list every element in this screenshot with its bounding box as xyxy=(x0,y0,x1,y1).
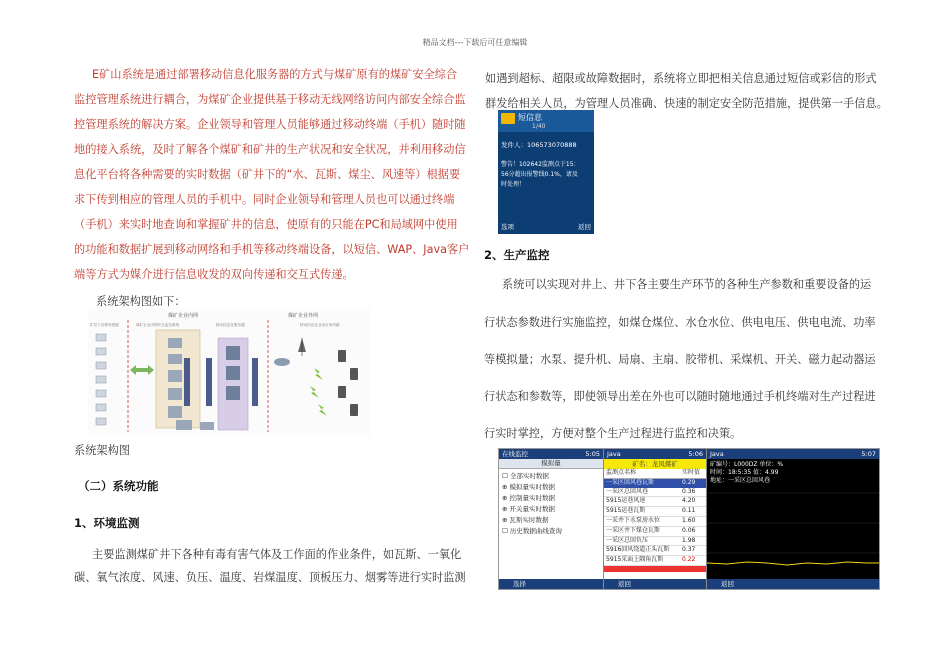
sms-phone-screenshot xyxy=(498,110,594,234)
production-paragraph xyxy=(484,276,904,440)
panel-menu-tab[interactable]: 模拟量 xyxy=(499,459,603,469)
intro-line: 端等方式为媒介进行信息收发的双向传递和交互式传递。 xyxy=(74,268,354,281)
panel-table-title: Java xyxy=(607,450,621,458)
sms-message xyxy=(501,160,580,190)
diagram-col-label: 移动信息化业务应用终端 xyxy=(300,323,340,327)
panel-chart-softkey[interactable]: 返回 xyxy=(721,580,734,588)
sms-right-softkey[interactable]: 返回 xyxy=(578,223,591,231)
chart-info-line: 时间：18:5:35 值：4.99 xyxy=(710,469,779,476)
sms-left-softkey[interactable]: 选项 xyxy=(501,223,514,231)
arch-intro: 系统架构图如下： xyxy=(96,295,186,308)
alert-paragraph xyxy=(485,70,905,110)
intro-line: E矿山系统是通过部署移动信息化服务器的方式与煤矿原有的煤矿安全综合 xyxy=(92,68,458,81)
architecture-diagram xyxy=(88,308,370,436)
data-table xyxy=(604,469,706,572)
panel-table-softkey[interactable]: 返回 xyxy=(618,580,631,588)
table-row[interactable]: 一采区总回风巷 0.36 xyxy=(604,488,706,498)
sms-header-bar xyxy=(498,110,594,132)
intro-line: 求下传到相应的管理人员的手机中。同时企业领导和管理人员也可以通过终端 xyxy=(74,193,455,206)
intro-line: 监控管理系统进行耦合，为煤矿企业提供基于移动无线网络访问内部安全综合监 xyxy=(74,93,466,106)
table-row[interactable]: 一采区井下煤仓瓦斯 0.06 xyxy=(604,527,706,537)
panel-menu-title: 在线监控 xyxy=(502,450,528,458)
alert-line: 群发给相关人员，为管理人员准确、快速的制定安全防范措施，提供第一手信息。 xyxy=(485,97,888,110)
table-row[interactable]: 一采区总回负压 1.98 xyxy=(604,537,706,547)
panel-chart-title: Java xyxy=(710,450,724,458)
sms-counter: 1/40 xyxy=(532,123,546,130)
intro-line: 的功能和数据扩展到移动网络和手机等移动终端设备，以短信、WAP、Java客户 xyxy=(74,243,470,256)
production-line: 系统可以实现对井上、井下各主要生产环节的各种生产参数和重要设备的运 xyxy=(502,278,872,291)
table-row[interactable]: 一采区回风巷瓦斯 0.29 xyxy=(604,479,706,488)
panel-table-softbar xyxy=(604,579,706,589)
table-row[interactable]: 5915运巷风速 4.20 xyxy=(604,497,706,507)
page-header: 精品文档---下载后可任意编辑 xyxy=(422,38,528,47)
sms-title: 短信息 xyxy=(518,113,542,122)
menu-item[interactable]: ☐ 历史数据曲线查询 xyxy=(502,527,562,535)
panel-table xyxy=(604,449,707,589)
subsection-title-environment: 1、环境监测 xyxy=(74,516,140,530)
subsection-title-production: 2、生产监控 xyxy=(484,248,550,262)
diagram-col-label: 矿井下各种传感器 xyxy=(90,323,119,327)
table-row[interactable]: 5915采面上隅角瓦斯 0.22 xyxy=(604,556,706,566)
trend-line-chart xyxy=(707,483,879,579)
section-title: （二）系统功能 xyxy=(78,479,159,493)
monitoring-app-screenshot xyxy=(498,448,880,590)
intro-line: 控管理系统的解决方案。企业领导和管理人员能够通过移动终端（手机）随时随 xyxy=(74,118,466,131)
production-line: 等模拟量；水泵、提升机、局扇、主扇、胶带机、采煤机、开关、磁力起动器运 xyxy=(484,353,876,366)
intro-line: 地的接入系统，及时了解各个煤矿和矿井的生产状况和安全状况，并利用移动信 xyxy=(74,143,466,156)
panel-menu-titlebar xyxy=(499,449,603,459)
intro-line: （手机）来实时地查询和掌握矿井的信息，使原有的只能在PC和局域网中使用 xyxy=(74,218,458,231)
diagram-col-label: 移动信息化服务器 xyxy=(216,323,245,327)
production-line: 行状态参数进行实施监控，如煤仓煤位、水仓水位、供电电压、供电电流、功率 xyxy=(484,316,876,329)
table-row[interactable]: 5915运巷瓦斯 0.11 xyxy=(604,507,706,517)
arch-caption: 系统架构图 xyxy=(74,444,130,457)
environment-paragraph xyxy=(74,546,474,586)
panel-menu-list xyxy=(499,469,603,537)
sms-message-line: 56分超出报警线0.1%，请及 xyxy=(501,171,578,178)
intro-line: 息化平台将各种需要的实时数据（矿井下的“水、瓦斯、煤尘、风速等）根据要 xyxy=(74,168,461,181)
alert-line: 如遇到超标、超限或故障数据时，系统将立即把相关信息通过短信或彩信的形式 xyxy=(485,72,877,85)
production-line: 行实时掌控，方便对整个生产过程进行监控和决策。 xyxy=(484,427,742,440)
environment-line: 主要监测煤矿井下各种有毒有害气体及工作面的作业条件，如瓦斯、一氧化 xyxy=(92,548,462,561)
sms-message-line: 时处理！ xyxy=(501,181,526,188)
production-line: 行状态和参数等，即使领导出差在外也可以随时随地通过手机终端对生产过程进 xyxy=(484,390,876,403)
panel-chart-titlebar xyxy=(707,449,879,459)
panel-menu-time: 5:05 xyxy=(585,450,600,458)
panel-menu xyxy=(499,449,604,589)
panel-menu-softkey[interactable]: 选择 xyxy=(513,580,526,588)
diagram-col-label: 煤矿企业内网安全监控系统 xyxy=(136,323,180,327)
table-row[interactable]: 一采井下水泵房水位 1.60 xyxy=(604,517,706,527)
table-header-name: 监测点名称 xyxy=(606,469,637,476)
menu-item[interactable]: ☐ 全部实时数据 xyxy=(502,472,549,480)
menu-item[interactable]: ⊕ 开关量实时数据 xyxy=(502,505,556,513)
menu-item[interactable]: ⊕ 瓦斯实时数据 xyxy=(502,516,549,524)
table-row-alarm[interactable] xyxy=(604,566,706,572)
architecture-diagram-svg xyxy=(88,308,370,436)
chart-info-line: 矿编号：L000DZ 单位：% xyxy=(710,461,784,468)
environment-line: 碳、氧气浓度、风速、负压、温度、岩煤温度、顶板压力、烟雾等进行实时监测 xyxy=(74,571,466,584)
menu-item[interactable]: ⊕ 模拟量实时数据 xyxy=(502,483,556,491)
table-row[interactable]: 5916回风绕道正头瓦斯 0.37 xyxy=(604,546,706,556)
table-header-value: 实时值 xyxy=(682,469,701,476)
panel-table-titlebar xyxy=(604,449,706,459)
intro-paragraph xyxy=(74,66,474,286)
sms-sender: 发件人：106573070888 xyxy=(501,141,577,149)
chart-info-line: 地址：一采区总回风巷 xyxy=(710,477,771,484)
envelope-icon xyxy=(501,113,515,124)
diagram-top-label-external: 煤矿企业外网 xyxy=(288,313,319,319)
mine-name-label: 矿名：龙凤煤矿 xyxy=(604,459,706,469)
table-header-row xyxy=(604,469,706,479)
trend-series-line xyxy=(707,562,879,565)
menu-item[interactable]: ⊕ 控制量实时数据 xyxy=(502,494,556,502)
panel-chart-time: 5:07 xyxy=(861,450,876,458)
panel-menu-softbar xyxy=(499,579,603,589)
panel-table-time: 5:06 xyxy=(688,450,703,458)
panel-chart-softbar xyxy=(707,579,879,589)
sms-message-line: 警告！102642监测点于15： xyxy=(501,161,580,168)
panel-chart xyxy=(707,449,879,589)
diagram-top-label-internal: 煤矿企业内网 xyxy=(168,313,199,319)
